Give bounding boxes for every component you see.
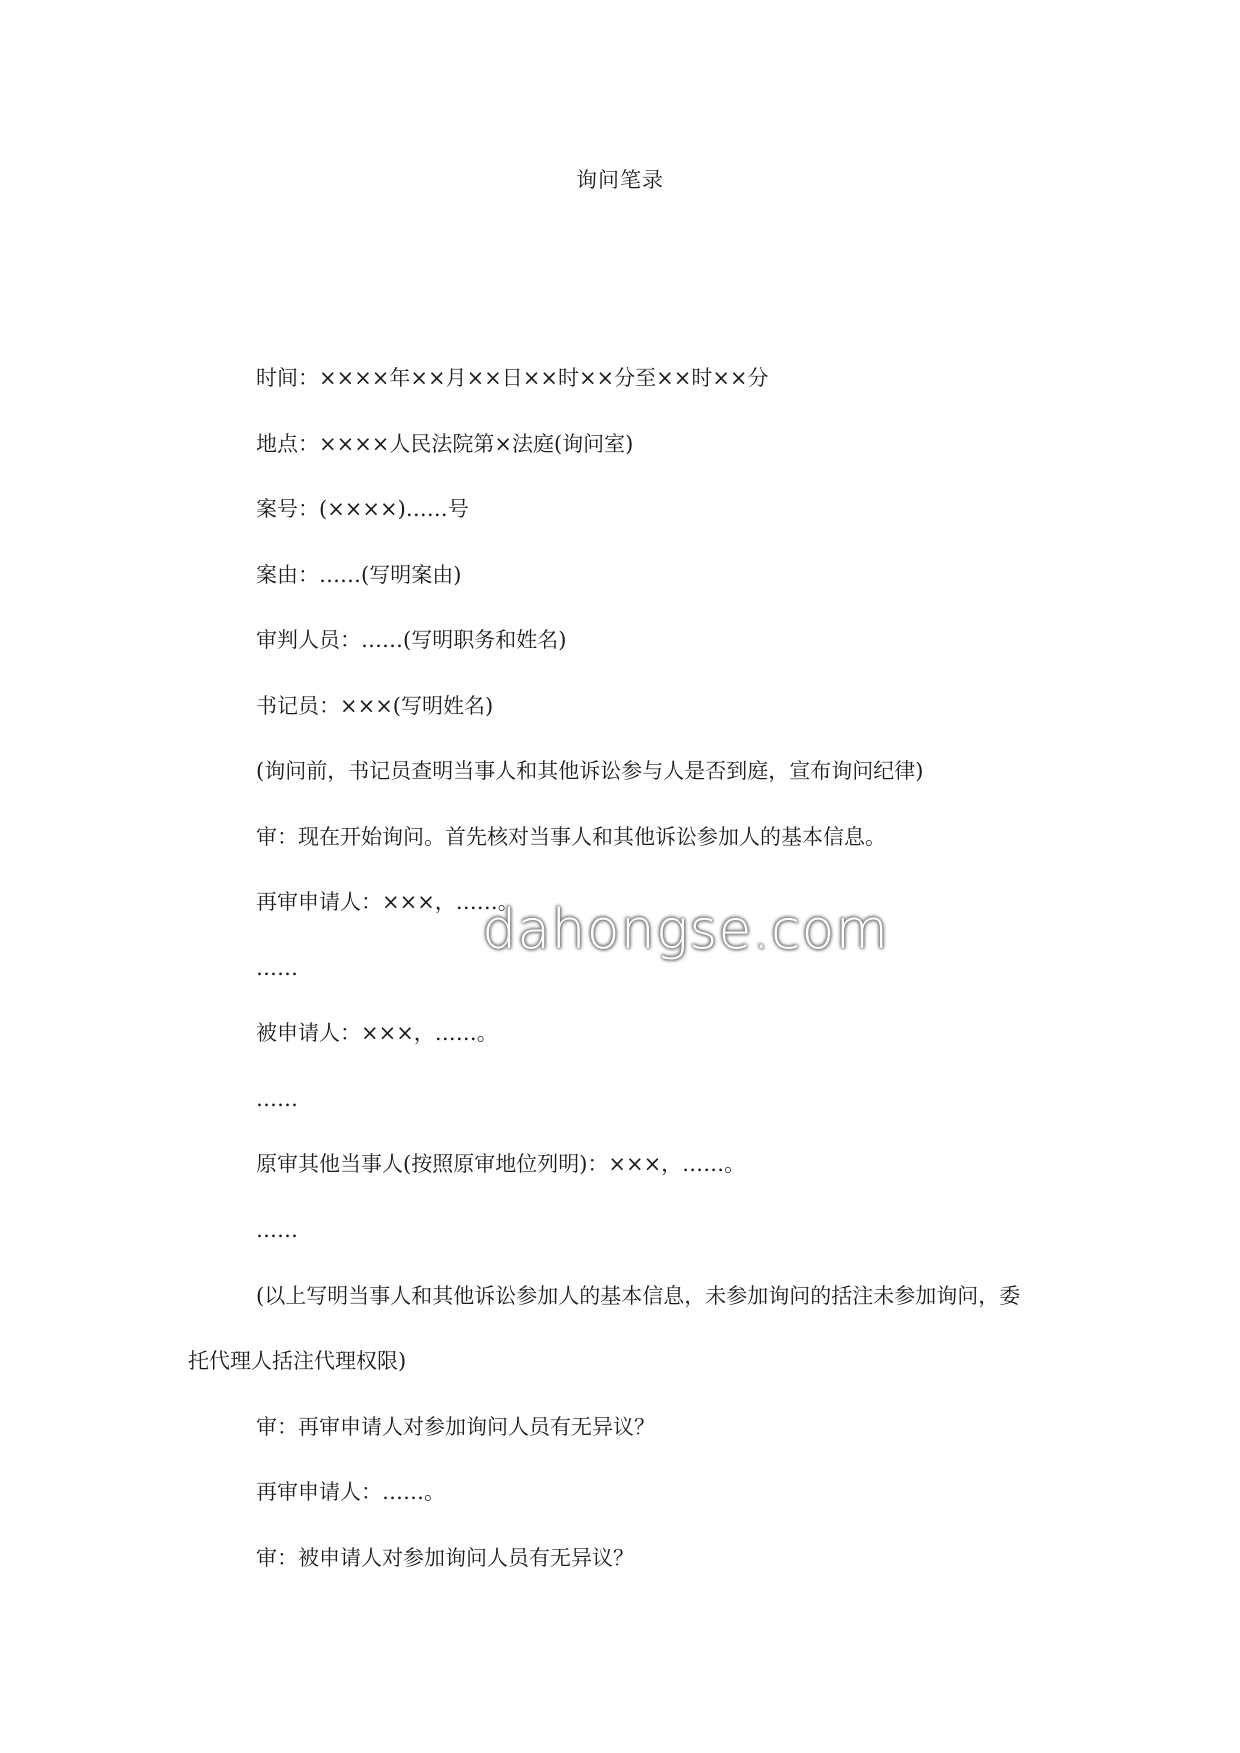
document-title: 询问笔录: [576, 168, 664, 192]
parties-info-note-continued: 托代理人括注代理权限): [188, 1349, 407, 1373]
judge-opening-line: 审：现在开始询问。首先核对当事人和其他诉讼参加人的基本信息。: [256, 825, 886, 849]
respondent-line: 被申请人：×××，……。: [256, 1021, 498, 1045]
retrial-applicant-line: 再审申请人：×××，……。: [256, 890, 519, 914]
clerk-line: 书记员：×××(写明姓名): [256, 694, 494, 718]
watermark: dahongse.com: [482, 898, 890, 961]
judge-question-applicant: 审：再审申请人对参加询问人员有无异议？: [256, 1415, 655, 1439]
location-line: 地点：××××人民法院第×法庭(询问室): [256, 432, 634, 456]
judges-line: 审判人员：……(写明职务和姓名): [256, 628, 567, 652]
case-cause-line: 案由：……(写明案由): [256, 563, 462, 587]
parties-info-note: (以上写明当事人和其他诉讼参加人的基本信息，未参加询问的括注未参加询问，委: [256, 1284, 1021, 1308]
applicant-answer-line: 再审申请人：……。: [256, 1480, 445, 1504]
time-line: 时间：××××年××月××日××时××分至××时××分: [256, 366, 769, 390]
pre-inquiry-note: (询问前，书记员查明当事人和其他诉讼参与人是否到庭，宣布询问纪律): [256, 759, 924, 783]
other-parties-line: 原审其他当事人(按照原审地位列明)：×××，……。: [256, 1152, 746, 1176]
judge-question-respondent: 审：被申请人对参加询问人员有无异议？: [256, 1546, 634, 1570]
ellipsis-line: ……: [256, 1087, 298, 1111]
ellipsis-line: ……: [256, 956, 298, 980]
case-number-line: 案号：(××××)……号: [256, 497, 469, 521]
ellipsis-line: ……: [256, 1218, 298, 1242]
